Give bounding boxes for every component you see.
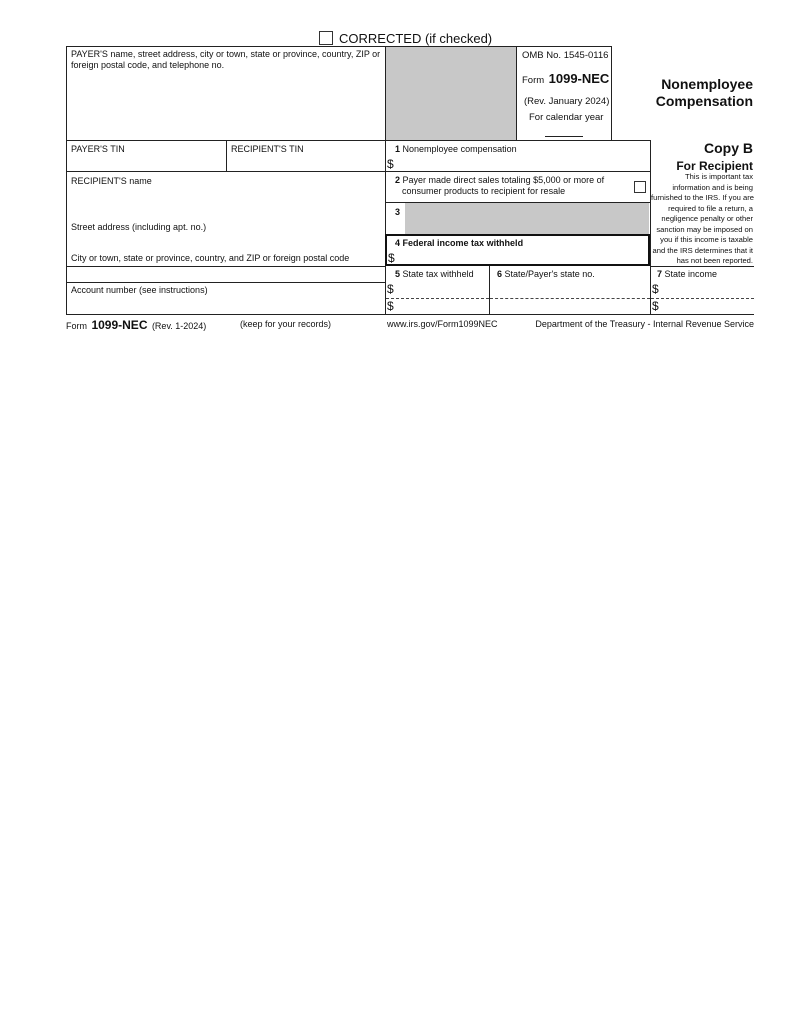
box2-text: Payer made direct sales totaling $5,000 or more of bbox=[402, 175, 605, 185]
omb-revision: (Rev. January 2024) bbox=[524, 96, 610, 107]
account-number-label: Account number (see instructions) bbox=[71, 285, 208, 295]
box4-dollar-sign: $ bbox=[388, 251, 395, 265]
footer-form-id bbox=[66, 316, 206, 334]
box7-number: 7 bbox=[657, 269, 663, 279]
box4-input[interactable] bbox=[398, 249, 646, 264]
omb-form-title bbox=[522, 70, 609, 88]
box5-input-2[interactable] bbox=[398, 299, 487, 313]
row-state-top-right bbox=[650, 266, 754, 267]
copy-notice-line: negligence penalty or other bbox=[661, 214, 753, 223]
footer-department: Department of the Treasury - Internal Revenue Service bbox=[535, 319, 754, 329]
payer-info-label: PAYER'S name, street address, city or town, state or province, country, ZIP or foreign postal code, and telephone no. bbox=[71, 49, 381, 70]
recipient-name-label: RECIPIENT'S name bbox=[71, 176, 152, 186]
copy-notice-line: furnished to the IRS. If you are bbox=[651, 193, 754, 202]
form-title-line2: Compensation bbox=[655, 93, 753, 109]
box7-label bbox=[657, 269, 717, 280]
box5-dollar-sign-1: $ bbox=[387, 282, 394, 296]
row-state-top bbox=[66, 266, 386, 267]
omb-left-border bbox=[516, 46, 517, 141]
box1-number: 1 bbox=[395, 144, 401, 154]
box1-text: Nonemployee compensation bbox=[402, 144, 517, 154]
box7-input-2[interactable] bbox=[662, 299, 752, 313]
copy-notice bbox=[651, 172, 753, 267]
copy-notice-line: sanction may be imposed on bbox=[656, 224, 753, 234]
copy-heading: Copy B bbox=[704, 140, 753, 156]
omb-form-prefix: Form bbox=[522, 75, 545, 86]
box7-input-1[interactable] bbox=[662, 283, 752, 297]
row-account-top bbox=[66, 282, 386, 283]
box1-input[interactable] bbox=[398, 154, 648, 170]
box1-dollar-sign: $ bbox=[387, 157, 394, 171]
box2-label-line1 bbox=[395, 175, 604, 186]
box5-dollar-sign-2: $ bbox=[387, 299, 394, 313]
footer-form-name: 1099-NEC bbox=[91, 318, 148, 332]
box6-label bbox=[497, 269, 595, 280]
box2-label-line2: consumer products to recipient for resale bbox=[402, 186, 566, 196]
box6-right-border bbox=[650, 266, 651, 315]
copy-notice-line: required to file a return, a bbox=[668, 203, 753, 213]
footer-revision: (Rev. 1-2024) bbox=[151, 321, 207, 331]
copy-notice-line: information and is being bbox=[672, 182, 753, 192]
footer-url[interactable]: www.irs.gov/Form1099NEC bbox=[387, 319, 498, 329]
corrected-checkbox[interactable] bbox=[319, 31, 333, 45]
footer-keep-note: (keep for your records) bbox=[240, 319, 332, 329]
box3-number: 3 bbox=[395, 207, 401, 217]
box5-text: State tax withheld bbox=[402, 269, 474, 279]
street-address-label: Street address (including apt. no.) bbox=[71, 222, 207, 232]
form-top-border bbox=[66, 46, 612, 47]
copy-notice-line: This is important tax bbox=[685, 172, 753, 181]
city-label: City or town, state or province, country, and ZIP or foreign postal code bbox=[71, 253, 350, 263]
box4-number: 4 bbox=[395, 238, 401, 248]
box5-number: 5 bbox=[395, 269, 401, 279]
copy-notice-line: has not been reported. bbox=[676, 256, 753, 265]
box4-text: Federal income tax withheld bbox=[402, 238, 524, 248]
corrected-label: CORRECTED (if checked) bbox=[339, 31, 493, 46]
box6-number: 6 bbox=[497, 269, 503, 279]
payer-tin-label: PAYER'S TIN bbox=[71, 144, 125, 154]
omb-form-name: 1099-NEC bbox=[548, 71, 610, 86]
box6-input-2[interactable] bbox=[492, 299, 648, 313]
omb-number: OMB No. 1545-0116 bbox=[522, 50, 609, 61]
calendar-year-entry-line[interactable] bbox=[545, 136, 583, 137]
form-left-border bbox=[66, 46, 67, 315]
row-tin-top bbox=[66, 140, 650, 141]
tin-divider bbox=[226, 140, 227, 171]
footer-form-prefix: Form bbox=[66, 321, 87, 331]
box2-checkbox[interactable] bbox=[634, 181, 646, 193]
box7-text: State income bbox=[664, 269, 718, 279]
row-recipient-top bbox=[66, 171, 650, 172]
omb-calendar-year: For calendar year bbox=[529, 112, 604, 123]
box6-text: State/Payer's state no. bbox=[504, 269, 595, 279]
box4-label bbox=[395, 238, 523, 249]
box5-input-1[interactable] bbox=[398, 283, 487, 297]
recipient-tin-label: RECIPIENT'S TIN bbox=[231, 144, 304, 154]
gray-shaded-area-top bbox=[386, 47, 516, 140]
form-title-line1: Nonemployee bbox=[661, 76, 753, 92]
copy-subheading: For Recipient bbox=[676, 159, 753, 173]
copy-notice-line: you if this income is taxable bbox=[660, 235, 753, 244]
box6-input-1[interactable] bbox=[492, 283, 648, 297]
box7-dollar-sign-2: $ bbox=[652, 299, 659, 313]
box3-gray-field bbox=[405, 203, 649, 234]
box2-number: 2 bbox=[395, 175, 401, 185]
box5-label bbox=[395, 269, 474, 280]
box5-right-border bbox=[489, 266, 490, 315]
box7-dollar-sign-1: $ bbox=[652, 282, 659, 296]
copy-notice-line: and the IRS determines that it bbox=[652, 245, 753, 255]
